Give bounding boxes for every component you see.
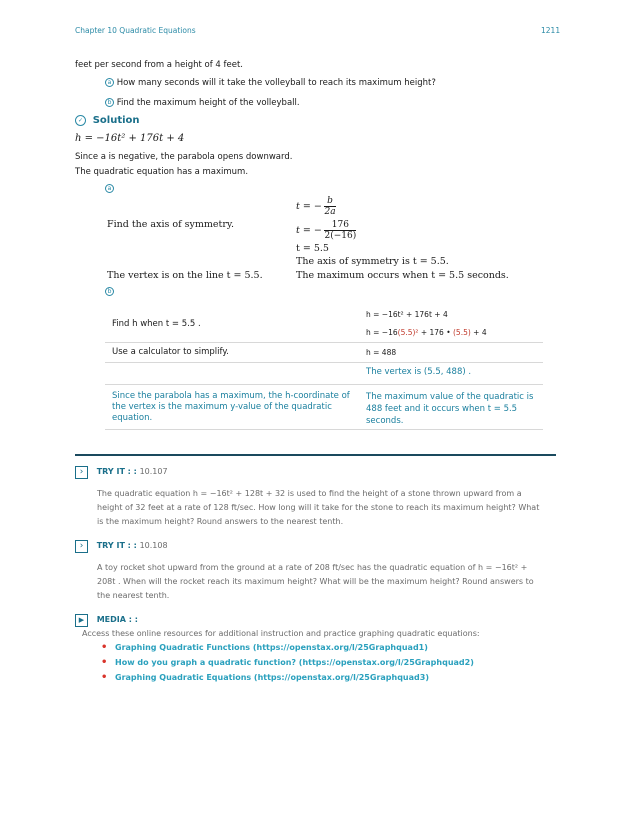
question-a-text: How many seconds will it take the volleyball to reach its maximum height? bbox=[116, 78, 436, 88]
try-it-1-text: The quadratic equation h = −16t² + 128t + 32 is used to find the height of a stone thrown upward from a height of 32 feet at a rate of 128 ft/sec. How long will it take for the stone to reach its maximum height? What is the maximum height? Round answers to the nearest tenth. bbox=[97, 489, 540, 526]
row1-right-b: h = −16(5.5)² + 176 • (5.5) + 4 bbox=[366, 328, 487, 337]
row1-right-a: h = −16t² + 176t + 4 bbox=[366, 310, 448, 319]
row-divider-1 bbox=[105, 342, 543, 343]
solution-heading bbox=[75, 115, 140, 126]
solution-line2: The quadratic equation has a maximum. bbox=[75, 167, 249, 177]
question-a bbox=[105, 78, 436, 88]
axis-substitution: t = − $\frac{176}{2(-16)}$ bbox=[296, 220, 357, 241]
question-b bbox=[105, 98, 300, 108]
page-number: 1211 bbox=[541, 26, 561, 35]
substitution-fraction: $\frac{176}{2(-16)}$ bbox=[324, 220, 357, 241]
formula-fraction: $\frac{b}{2a}$ bbox=[324, 196, 336, 217]
chevron-right-icon[interactable]: › bbox=[75, 466, 88, 479]
media-link-1[interactable]: • Graphing Quadratic Functions (https://openstax.org/l/25Graphquad1) bbox=[101, 643, 474, 652]
media-link-3[interactable]: • Graphing Quadratic Equations (https://openstax.org/l/25Graphquad3) bbox=[101, 673, 474, 682]
row1-left: Find h when t = 5.5 . bbox=[112, 319, 201, 329]
solution-title: Solution bbox=[92, 115, 140, 126]
check-icon: ✓ bbox=[75, 115, 86, 126]
axis-result: t = 5.5 bbox=[296, 243, 329, 254]
row-divider-3 bbox=[105, 384, 543, 385]
row4-left: Since the parabola has a maximum, the h-coordinate of the vertex is the maximum y-value of the quadratic equation. bbox=[112, 391, 350, 423]
media-links bbox=[101, 643, 474, 688]
media-link-2[interactable]: • How do you graph a quadratic function? (https://openstax.org/l/25Graphquad2) bbox=[101, 658, 474, 667]
question-b-text: Find the maximum height of the volleyball. bbox=[116, 98, 300, 108]
media-label: MEDIA : : bbox=[96, 615, 138, 624]
try-it-1-number: 10.107 bbox=[139, 467, 168, 476]
row2-left: Use a calculator to simplify. bbox=[112, 347, 229, 357]
axis-step-label: Find the axis of symmetry. bbox=[107, 219, 235, 230]
media-intro: Access these online resources for additional instruction and practice graphing quadratic equations: bbox=[82, 629, 480, 638]
axis-statement: The axis of symmetry is t = 5.5. bbox=[296, 256, 449, 267]
try-it-2-text: A toy rocket shot upward from the ground at a rate of 208 ft/sec has the quadratic equation of h = −16t² + 208t . When will the rocket reach its maximum height? What will be the maximum height? Round answers to the nearest tenth. bbox=[97, 563, 534, 600]
vertex-line: The vertex is on the line t = 5.5. bbox=[107, 270, 263, 281]
row3-right: The vertex is (5.5, 488) . bbox=[366, 367, 472, 377]
row-divider-2 bbox=[105, 362, 543, 363]
solution-line1: Since a is negative, the parabola opens downward. bbox=[75, 152, 293, 162]
row4-right: The maximum value of the quadratic is 488 feet and it occurs when t = 5.5 seconds. bbox=[366, 392, 534, 426]
part-b-label: b bbox=[105, 287, 114, 296]
row2-right: h = 488 bbox=[366, 348, 397, 357]
part-a-label: a bbox=[105, 184, 114, 193]
try-it-1-label: TRY IT : : bbox=[96, 467, 137, 476]
try-it-2-header bbox=[75, 540, 168, 553]
play-icon[interactable]: ▶ bbox=[75, 614, 88, 627]
label-a-circle: a bbox=[105, 78, 114, 87]
label-b-circle: b bbox=[105, 98, 114, 107]
intro-text: feet per second from a height of 4 feet. bbox=[75, 60, 244, 70]
solution-equation: h = −16t² + 176t + 4 bbox=[75, 133, 185, 144]
max-occurs: The maximum occurs when t = 5.5 seconds. bbox=[296, 270, 509, 281]
media-header bbox=[75, 614, 138, 627]
chapter-header: Chapter 10 Quadratic Equations bbox=[75, 26, 196, 35]
chevron-right-icon[interactable]: › bbox=[75, 540, 88, 553]
section-separator bbox=[75, 454, 556, 456]
row-divider-4 bbox=[105, 429, 543, 430]
try-it-2-number: 10.108 bbox=[139, 541, 168, 550]
try-it-2-label: TRY IT : : bbox=[96, 541, 137, 550]
axis-formula: t = − $\frac{b}{2a}$ bbox=[296, 196, 336, 217]
try-it-1-header bbox=[75, 466, 168, 479]
